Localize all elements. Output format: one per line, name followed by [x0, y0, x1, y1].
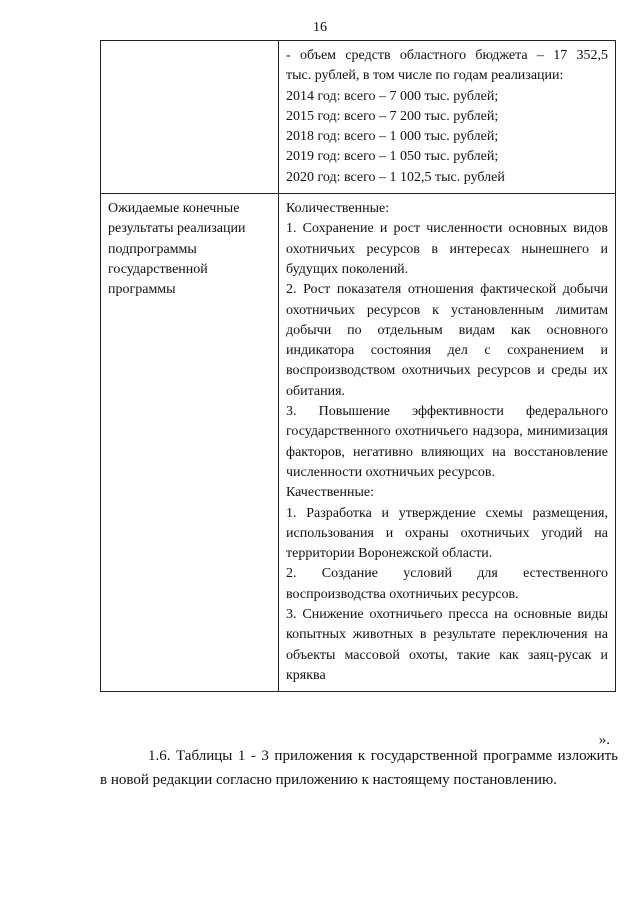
expected-results-content: [279, 194, 616, 692]
label-line: программы: [108, 282, 176, 298]
financing-line-2018: 2018 год: всего – 1 000 тыс. рублей;: [286, 129, 499, 145]
qualitative-item: 2. Создание условий для естественного воспроизводства охотничьих ресурсов.: [286, 566, 608, 602]
label-line: государственной: [108, 261, 208, 277]
paragraph-line: 1.6. Таблицы 1 - 3 приложения к государственной программе изложить: [148, 748, 618, 764]
quantitative-item: 3. Повышение эффективности федерального государственного охотничьего надзора, минимизация факторов, негативно влияющих на восстановление численности охотничьих ресурсов.: [286, 404, 608, 480]
financing-cell: [279, 41, 616, 194]
table-row-financing: [101, 41, 616, 194]
label-line: Ожидаемые конечные: [108, 201, 240, 217]
financing-line-2014: 2014 год: всего – 7 000 тыс. рублей;: [286, 88, 499, 104]
expected-results-label: [101, 194, 279, 692]
qualitative-item: 1. Разработка и утверждение схемы размещения, использования и охраны охотничьих угодий на территории Воронежской области.: [286, 505, 608, 562]
financing-line-2019: 2019 год: всего – 1 050 тыс. рублей;: [286, 149, 499, 165]
financing-line-2015: 2015 год: всего – 7 200 тыс. рублей;: [286, 108, 499, 124]
qualitative-heading: Качественные:: [286, 485, 374, 501]
qualitative-item: 3. Снижение охотничьего пресса на основные виды копытных животных в результате переключения на объекты массовой охоты, такие как заяц-русак и кряква: [286, 607, 608, 683]
table-row-expected-results: [101, 194, 616, 692]
financing-line-2020: 2020 год: всего – 1 102,5 тыс. рублей: [286, 169, 505, 185]
quantitative-item: 2. Рост показателя отношения фактической добычи охотничьих ресурсов к установленным лимитам добычи по отдельным видам как основного индикатора состояния дел с сохранением и воспроизводством охотничьих ресурсов и среды их обитания.: [286, 282, 608, 399]
quantitative-item: 1. Сохранение и рост численности основных видов охотничьих ресурсов в интересах нынешнего и будущих поколений.: [286, 221, 608, 277]
quantitative-heading: Количественные:: [286, 201, 390, 217]
subprogram-table: [100, 40, 616, 692]
label-line: результаты реализации: [108, 221, 246, 237]
table-label-cell-empty: [101, 41, 279, 194]
amendment-paragraph: [100, 744, 618, 792]
financing-line: - объем средств областного бюджета – 17 352,5: [286, 48, 608, 63]
page-number: 16: [313, 20, 327, 35]
label-line: подпрограммы: [108, 241, 197, 257]
closing-quote-mark: ».: [598, 732, 610, 748]
financing-line: тыс. рублей, в том числе по годам реализации:: [286, 68, 564, 84]
paragraph-line: в новой редакции согласно приложению к настоящему постановлению.: [100, 772, 557, 788]
